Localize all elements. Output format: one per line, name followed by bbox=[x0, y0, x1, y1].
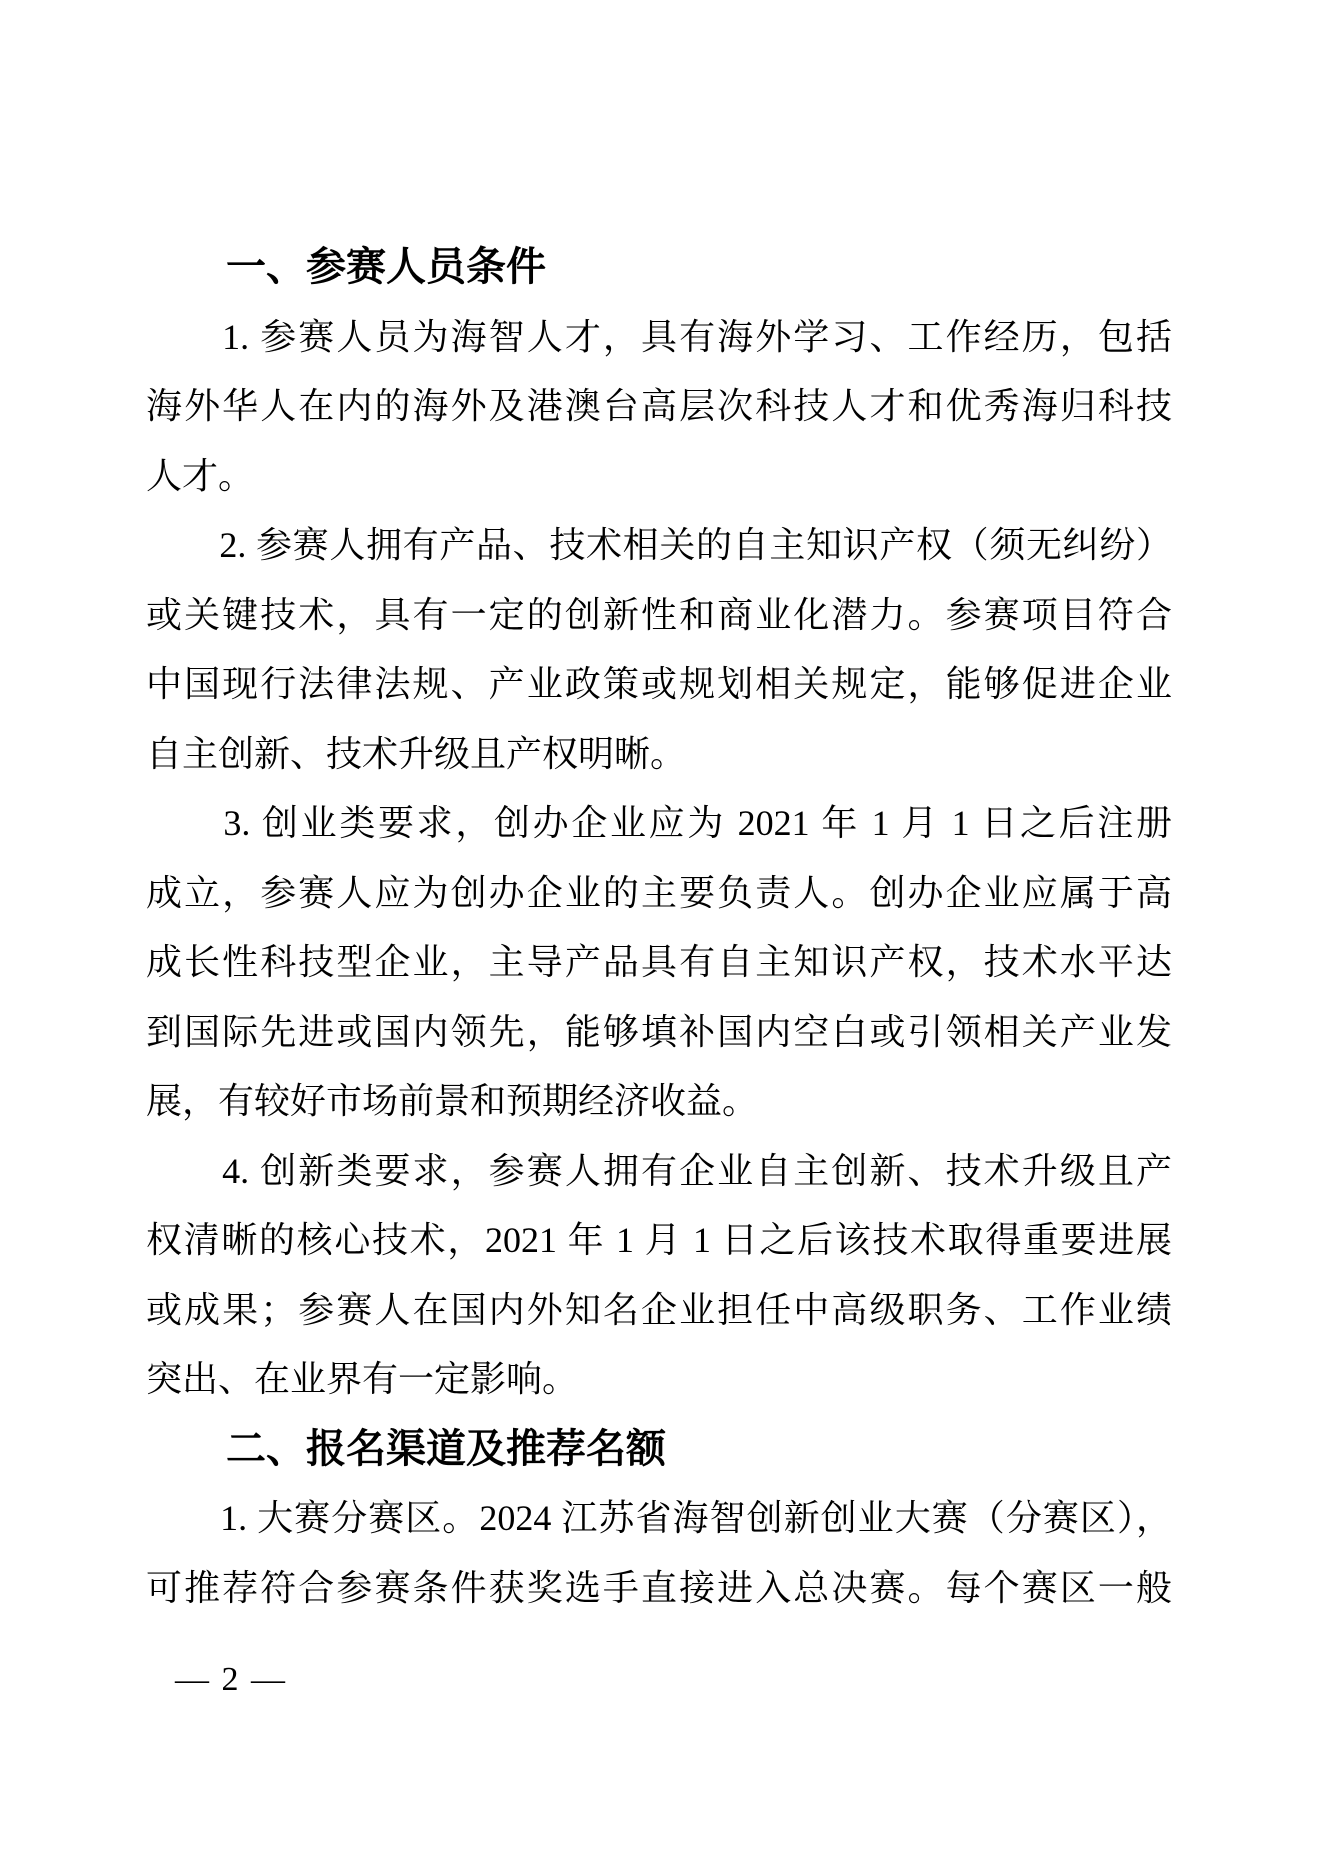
body-line: 成长性科技型企业，主导产品具有自主知识产权，技术水平达 bbox=[146, 942, 1172, 982]
body-line: 或成果；参赛人在国内外知名企业担任中高级职务、工作业绩 bbox=[146, 1289, 1172, 1330]
heading-line: 一、参赛人员条件 bbox=[146, 245, 546, 289]
paragraph bbox=[146, 789, 1172, 1137]
body-line: 中国现行法律法规、产业政策或规划相关规定，能够促进企业 bbox=[146, 664, 1172, 704]
body-line: 权清晰的核心技术，2021 年 1 月 1 日之后该技术取得重要进展 bbox=[146, 1220, 1172, 1260]
paragraph bbox=[146, 303, 1172, 512]
body-line: 人才。 bbox=[146, 455, 255, 496]
body-line: 1. 参赛人员为海智人才，具有海外学习、工作经历，包括 bbox=[146, 316, 1172, 357]
section-heading bbox=[146, 1415, 1172, 1485]
body-line: 3. 创业类要求，创办企业应为 2021 年 1 月 1 日之后注册 bbox=[146, 803, 1172, 843]
paragraph bbox=[146, 1484, 1172, 1623]
body-line: 展，有较好市场前景和预期经济收益。 bbox=[146, 1081, 759, 1121]
document-body bbox=[146, 233, 1172, 1623]
body-line: 2. 参赛人拥有产品、技术相关的自主知识产权（须无纠纷） bbox=[146, 525, 1172, 565]
body-line: 或关键技术，具有一定的创新性和商业化潜力。参赛项目符合 bbox=[146, 594, 1172, 635]
body-line: 自主创新、技术升级且产权明晰。 bbox=[146, 733, 687, 774]
heading-line: 二、报名渠道及推荐名额 bbox=[146, 1426, 666, 1471]
section-heading bbox=[146, 233, 1172, 303]
body-line: 海外华人在内的海外及港澳台高层次科技人才和优秀海归科技 bbox=[146, 386, 1172, 426]
body-line: 1. 大赛分赛区。2024 江苏省海智创新创业大赛（分赛区）， bbox=[146, 1498, 1172, 1538]
body-line: 可推荐符合参赛条件获奖选手直接进入总决赛。每个赛区一般 bbox=[146, 1567, 1172, 1608]
body-line: 4. 创新类要求，参赛人拥有企业自主创新、技术升级且产 bbox=[146, 1150, 1172, 1191]
body-line: 成立，参赛人应为创办企业的主要负责人。创办企业应属于高 bbox=[146, 872, 1172, 913]
paragraph bbox=[146, 1137, 1172, 1415]
body-line: 突出、在业界有一定影响。 bbox=[146, 1359, 579, 1399]
page-number: — 2 — bbox=[175, 1661, 287, 1698]
body-line: 到国际先进或国内领先，能够填补国内空白或引领相关产业发 bbox=[146, 1011, 1172, 1052]
paragraph bbox=[146, 511, 1172, 789]
